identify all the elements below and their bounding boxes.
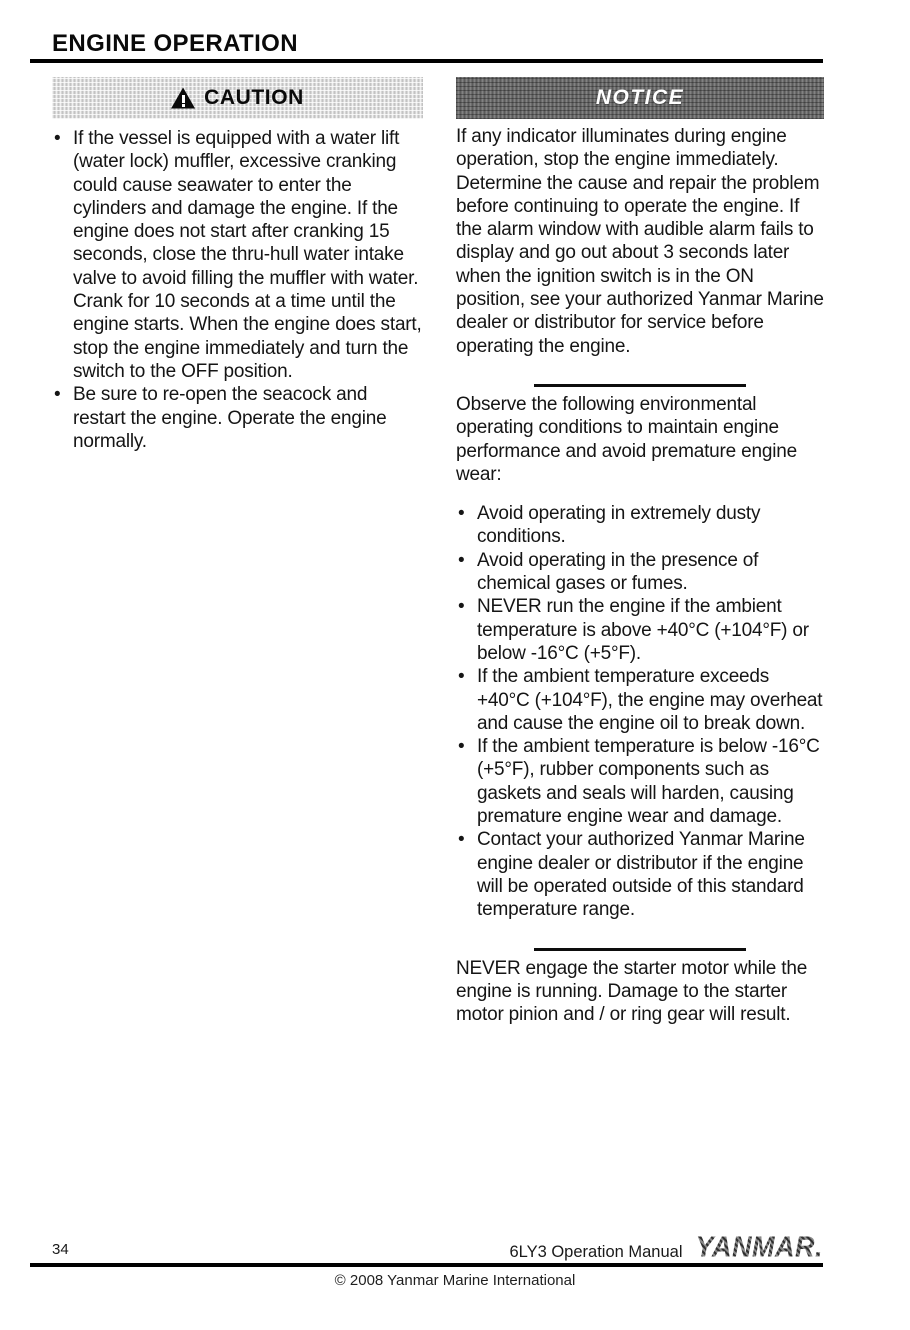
list-item: • If the ambient temperature is below -16°C (+5°F), rubber components such as gaskets and seals will harden, causing premature engine wear and damage.	[456, 735, 824, 828]
warning-triangle-icon	[171, 88, 195, 109]
yanmar-logo: YANMAR.	[695, 1231, 823, 1263]
notice-label: NOTICE	[595, 86, 685, 109]
notice-paragraph-starter: NEVER engage the starter motor while the engine is running. Damage to the starter motor pinion and / or ring gear will result.	[456, 957, 808, 1026]
page-title: ENGINE OPERATION	[52, 30, 298, 57]
caution-banner	[52, 77, 423, 119]
list-item: • Be sure to re-open the seacock and restart the engine. Operate the engine normally.	[52, 383, 423, 453]
notice-bullet-list	[456, 502, 824, 921]
list-item: • Avoid operating in the presence of chemical gases or fumes.	[456, 549, 824, 596]
footer-right-group	[509, 1233, 823, 1264]
footer-rule	[30, 1263, 823, 1267]
caution-bullet-list	[52, 127, 423, 453]
list-item: • If the ambient temperature exceeds +40°C (+104°F), the engine may overheat and cause the engine oil to break down.	[456, 665, 824, 735]
footer-manual-title: 6LY3 Operation Manual	[509, 1243, 683, 1261]
notice-section	[456, 77, 824, 1026]
caution-section	[52, 77, 423, 453]
section-divider	[534, 948, 746, 951]
copyright-text: © 2008 Yanmar Marine International	[334, 1272, 576, 1289]
page-number: 34	[52, 1241, 69, 1258]
notice-paragraph-observe: Observe the following environmental operating conditions to maintain engine performance and avoid premature engine wear:	[456, 393, 797, 485]
caution-label: CAUTION	[204, 86, 304, 109]
title-underline	[30, 59, 823, 63]
notice-paragraph-indicators: If any indicator illuminates during engine operation, stop the engine immediately. Determine the cause and repair the problem before continuing to operate the engine. If the alarm window with audible alarm fails to display and go out about 3 seconds later when the ignition switch is in the ON position, see your authorized Yanmar Marine dealer or distributor for service before operating the engine.	[456, 126, 824, 357]
list-item: • NEVER run the engine if the ambient temperature is above +40°C (+104°F) or below -16°C (+5°F).	[456, 595, 824, 665]
list-item: • Contact your authorized Yanmar Marine engine dealer or distributor if the engine will be operated outside of this standard temperature range.	[456, 828, 824, 921]
list-item: • If the vessel is equipped with a water lift (water lock) muffler, excessive cranking could cause seawater to enter the cylinders and damage the engine. If the engine does not start after cranking 15 seconds, close the thru-hull water intake valve to avoid filling the muffler with water. Crank for 10 seconds at a time until the engine starts. When the engine does start, stop the engine immediately and turn the switch to the OFF position.	[52, 127, 423, 383]
section-divider	[534, 384, 746, 387]
notice-banner	[456, 77, 824, 119]
list-item: • Avoid operating in extremely dusty conditions.	[456, 502, 824, 549]
